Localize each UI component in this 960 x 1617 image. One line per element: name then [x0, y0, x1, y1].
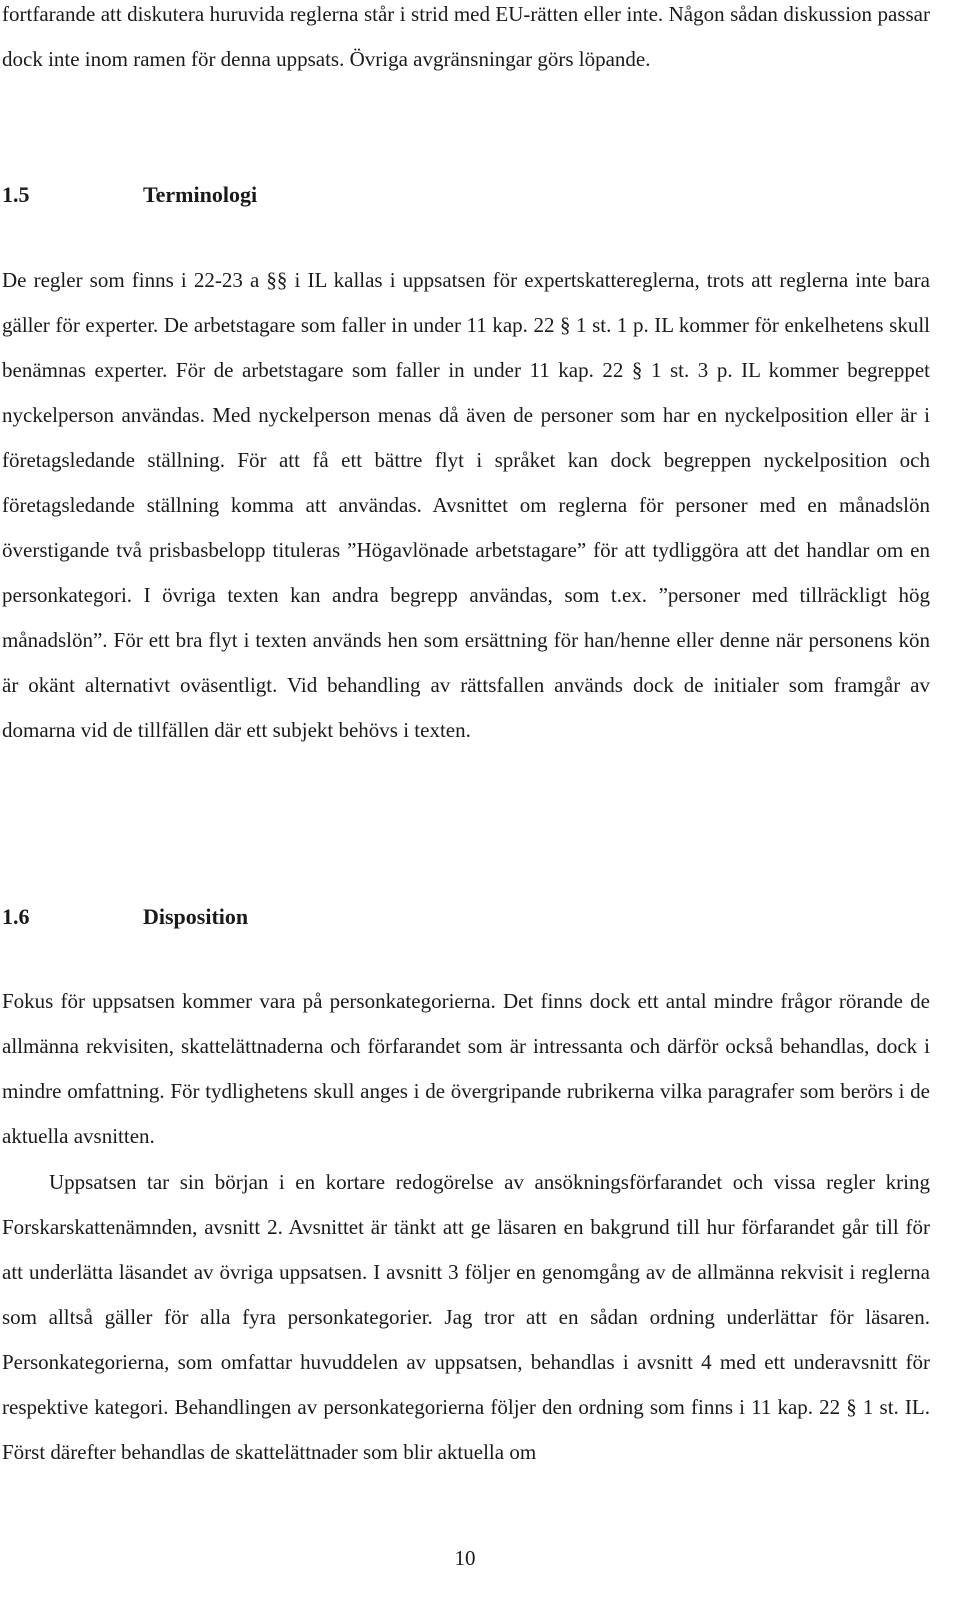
- section-number: 1.5: [2, 182, 30, 207]
- section-heading-terminologi: [2, 180, 257, 210]
- section-title: Disposition: [143, 904, 249, 929]
- disposition-paragraph-1: Fokus för uppsatsen kommer vara på personkategorierna. Det finns dock ett antal mindre frågor rörande de allmänna rekvisiten, skattelättnaderna och förfarandet som är intressanta och därför också behandlas, dock i mindre omfattning. För tydlighetens skull anges i de övergripande rubrikerna vilka paragrafer som berörs i de aktuella avsnitten.: [2, 989, 930, 1148]
- terminologi-paragraph: De regler som finns i 22-23 a §§ i IL kallas i uppsatsen för expertskattereglerna, trots att reglerna inte bara gäller för experter. De arbetstagare som faller in under 11 kap. 22 § 1 st. 1 p. IL kommer för enkelhetens skull benämnas experter. För de arbetstagare som faller in under 11 kap. 22 § 1 st. 3 p. IL kommer begreppet nyckelperson användas. Med nyckelperson menas då även de personer som har en nyckelposition eller är i företagsledande ställning. För att få ett bättre flyt i språket kan dock begreppen nyckelposition och företagsledande ställning komma att användas. Avsnittet om reglerna för personer med en månadslön överstigande två prisbasbelopp tituleras ”Högavlönade arbetstagare” för att tydliggöra att det handlar om en personkategori. I övriga texten kan andra begrepp användas, som t.ex. ”personer med tillräckligt hög månadslön”. För ett bra flyt i texten används hen som ersättning för han/henne eller denne när personens kön är okänt alternativt oväsentligt. Vid behandling av rättsfallen används dock de initialer som framgår av domarna vid de tillfällen där ett subjekt behövs i texten.: [2, 268, 930, 742]
- section-number: 1.6: [2, 904, 30, 929]
- section-heading-disposition: [2, 902, 248, 932]
- section-title: Terminologi: [143, 182, 258, 207]
- intro-paragraph: fortfarande att diskutera huruvida reglerna står i strid med EU-rätten eller inte. Någon sådan diskussion passar dock inte inom ramen för denna uppsats. Övriga avgränsningar görs löpande.: [2, 2, 930, 71]
- page-number: 10: [454, 1546, 476, 1570]
- disposition-paragraph-2: Uppsatsen tar sin början i en kortare redogörelse av ansökningsförfarandet och vissa regler kring Forskarskattenämnden, avsnitt 2. Avsnittet är tänkt att ge läsaren en bakgrund till hur förfarandet går till för att underlätta läsandet av övriga uppsatsen. I avsnitt 3 följer en genomgång av de allmänna rekvisit i reglerna som alltså gäller för alla fyra personkategorier. Jag tror att en sådan ordning underlättar för läsaren. Personkategorierna, som omfattar huvuddelen av uppsatsen, behandlas i avsnitt 4 med ett underavsnitt för respektive kategori. Behandlingen av personkategorierna följer den ordning som finns i 11 kap. 22 § 1 st. IL. Först därefter behandlas de skattelättnader som blir aktuella om: [2, 1170, 930, 1464]
